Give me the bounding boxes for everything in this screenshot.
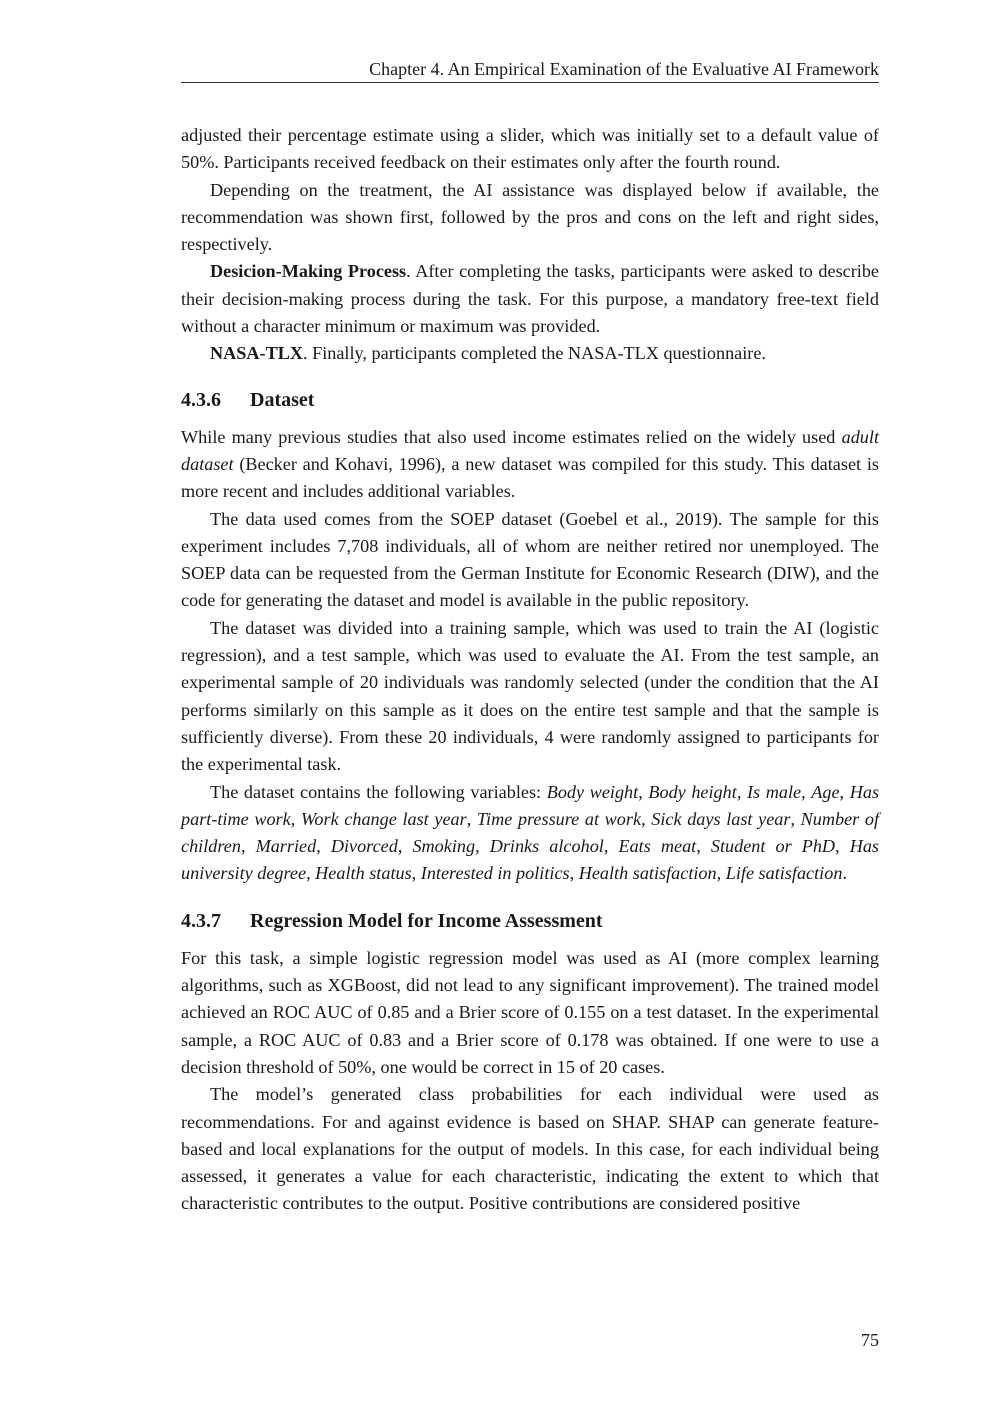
section-heading [181, 386, 879, 414]
paragraph-text: . After completing the tasks, participants were asked to describe their decision-making process during the task. For this purpose, a mandatory free-text field without a character minimum or maximum was provided. [181, 261, 879, 337]
running-header: Chapter 4. An Empirical Examination of the Evaluative AI Framework [181, 58, 879, 83]
variable-name: Health status [315, 863, 412, 884]
variable-name: Married [255, 836, 317, 857]
paragraph: The dataset was divided into a training sample, which was used to train the AI (logistic regression), and a test sample, which was used to evaluate the AI. From the test sample, an experimental sample of 20 individuals was randomly selected (under the condition that the AI performs similarly on this sample as it does on the entire test sample and that the sample is sufficiently diverse). From these 20 individuals, 4 were randomly assigned to participants for the experimental task. [181, 617, 879, 775]
variable-name: Body height [648, 781, 737, 802]
section-title: Dataset [250, 388, 315, 411]
variable-name: Body weight [546, 781, 639, 802]
body-text [181, 122, 879, 1218]
variable-name: Student or PhD [710, 836, 836, 857]
variable-name: Divorced [330, 836, 398, 857]
emphasis: adult dataset [181, 426, 879, 474]
variable-name: Has part-time work [181, 781, 880, 829]
variable-list: Body weight, Body height, Is male, Age, Has part-time work, Work change last year, Time pressure at work, Sick days last year, Number of children, Married, Divorced, Smoking, Drinks alcohol, Eats meat, Student or PhD, Has university degree, Health status, Interested in politics, Health satisfaction, Life satisfaction. [181, 781, 880, 884]
paragraph [181, 258, 879, 340]
variable-name: Is male [746, 781, 802, 802]
variable-name: Has university degree [181, 836, 880, 884]
section-number: 4.3.6 [181, 388, 221, 411]
paragraph-text: The dataset contains the following variables: [210, 781, 547, 802]
section-number: 4.3.7 [181, 909, 221, 932]
variable-name: Time pressure at work [476, 808, 642, 829]
paragraph [181, 340, 879, 367]
run-in-heading: NASA-TLX [210, 343, 303, 364]
section-title: Regression Model for Income Assessment [250, 909, 603, 932]
paragraph: Depending on the treatment, the AI assistance was displayed below if available, the recommendation was shown first, followed by the pros and cons on the left and right sides, respectively. [181, 179, 879, 255]
run-in-heading: Desicion-Making Process [210, 261, 407, 282]
variable-name: Age [811, 781, 840, 802]
variable-name: Interested in politics [420, 863, 570, 884]
paragraph [181, 424, 879, 506]
paragraph: adjusted their percentage estimate using a slider, which was initially set to a default value of 50%. Participants received feedback on their estimates only after the fourth round. [181, 125, 879, 173]
paragraph-text: (Becker and Kohavi, 1996), a new dataset was compiled for this study. This dataset is more recent and includes additional variables. [181, 453, 879, 502]
paragraph: For this task, a simple logistic regression model was used as AI (more complex learning algorithms, such as XGBoost, did not lead to any significant improvement). The trained model achieved an ROC AUC of 0.85 and a Brier score of 0.155 on a test dataset. In the experimental sample, a ROC AUC of 0.83 and a Brier score of 0.178 was obtained. If one were to use a decision threshold of 50%, one would be correct in 15 of 20 cases. [181, 947, 879, 1077]
variable-name: Eats meat [618, 836, 697, 857]
paragraph: The model’s generated class probabilities for each individual were used as recommendations. For and against evidence is based on SHAP. SHAP can generate feature-based and local explanations for the output of models. In this case, for each individual being assessed, it generates a value for each characteristic, indicating the extent to which that characteristic contributes to the output. Positive contributions are considered positive [181, 1084, 879, 1214]
variable-name: Health satisfaction [578, 863, 717, 884]
page [181, 0, 879, 1414]
variable-name: Work change last year [300, 808, 467, 829]
page-number: 75 [861, 1330, 879, 1350]
variable-name: Sick days last year [651, 808, 791, 829]
paragraph-text: While many previous studies that also used income estimates relied on the widely used [181, 426, 842, 447]
section-heading [181, 907, 879, 935]
variables-paragraph [181, 779, 879, 888]
variable-name: Number of children [181, 808, 880, 857]
paragraph-text: . Finally, participants completed the NASA-TLX questionnaire. [302, 343, 766, 364]
paragraph: The data used comes from the SOEP dataset (Goebel et al., 2019). The sample for this experiment includes 7,708 individuals, all of whom are neither retired nor unemployed. The SOEP data can be requested from the German Institute for Economic Research (DIW), and the code for generating the dataset and model is available in the public repository. [181, 508, 879, 611]
variable-name: Smoking [412, 836, 476, 857]
variable-name: Drinks alcohol [489, 836, 604, 857]
variable-name: Life satisfaction [725, 863, 843, 884]
